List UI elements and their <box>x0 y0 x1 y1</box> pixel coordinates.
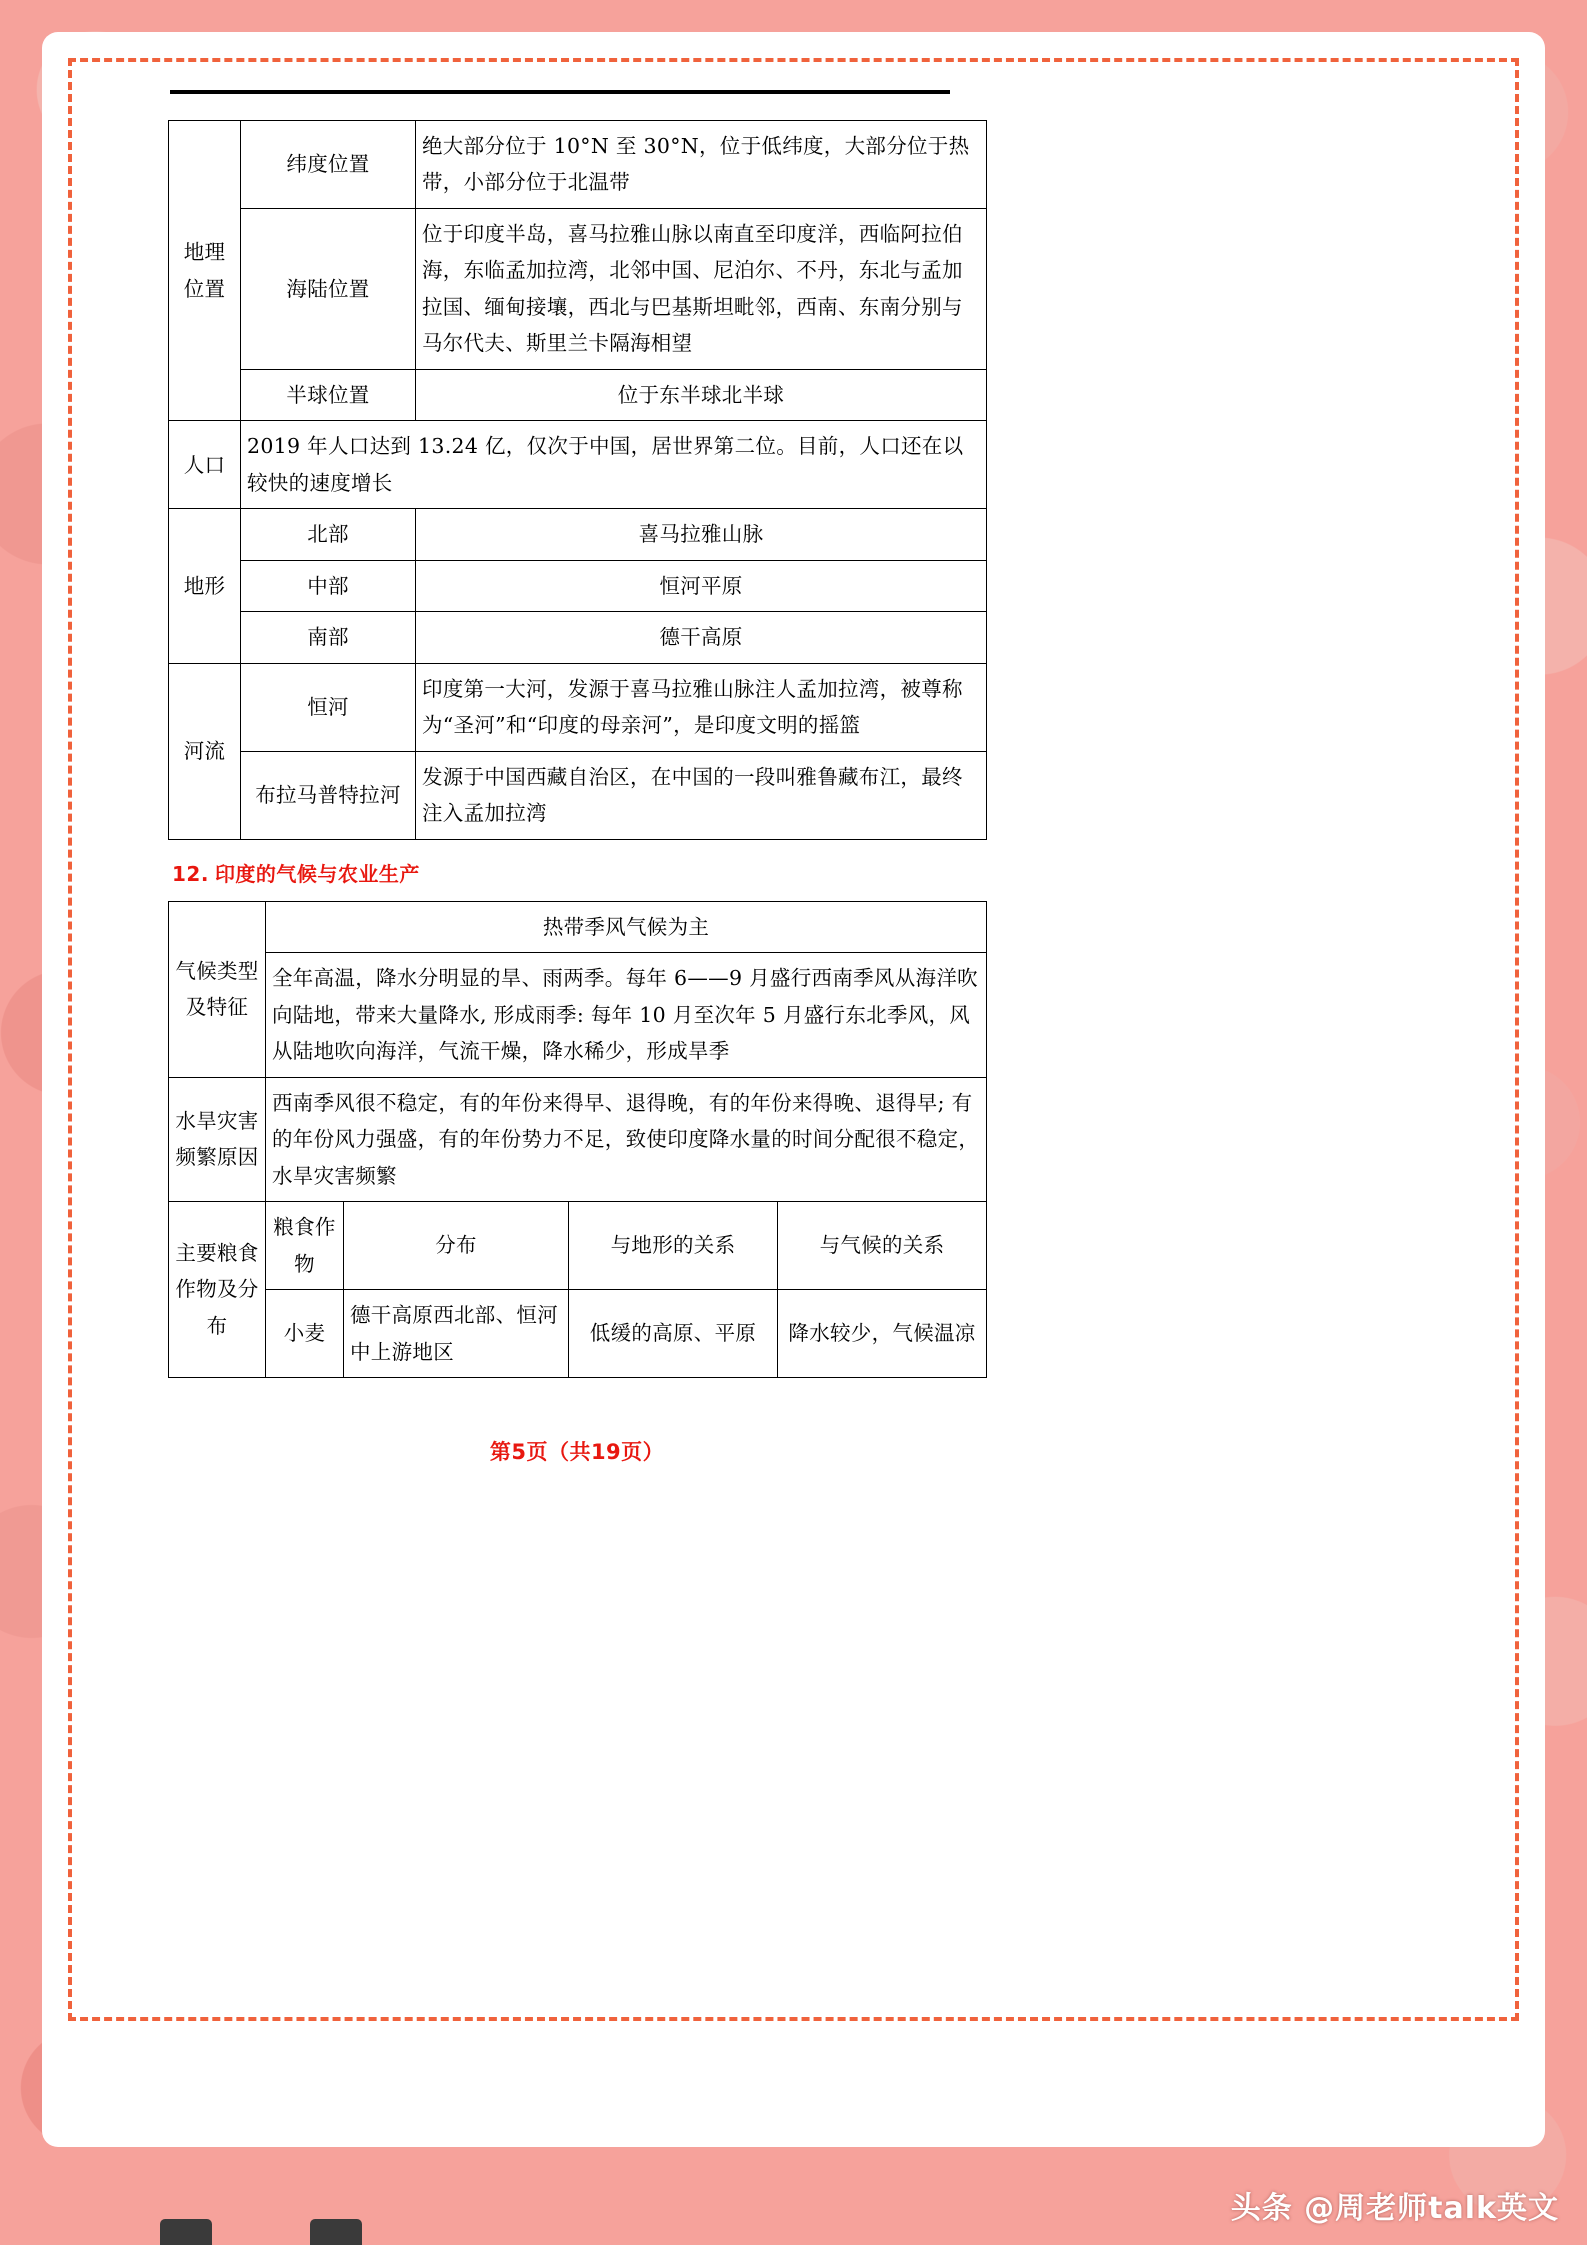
cell-climate-description: 全年高温，降水分明显的旱、雨两季。每年 6——9 月盛行西南季风从海洋吹向陆地，带来大量降水, 形成雨季: 每年 10 月至次年 5 月盛行东北季风，风从陆地吹向海洋，气流干燥，降水稀少，形成旱季 <box>266 953 987 1077</box>
section-heading-12 <box>172 858 1418 887</box>
cell-climate-header: 热带季风气候为主 <box>266 901 987 952</box>
sub-label-hemisphere-position: 半球位置 <box>241 369 416 420</box>
table-row <box>169 509 987 560</box>
sub-label-terrain-south: 南部 <box>241 612 416 663</box>
table-row <box>169 751 987 839</box>
row-label-flood-drought-cause: 水旱灾害频繁原因 <box>169 1077 266 1201</box>
table-row <box>169 421 987 509</box>
document-content <box>168 90 1418 1466</box>
column-header-crop: 粮食作物 <box>266 1202 344 1290</box>
watermark-text: 头条 @周老师talk英文 <box>1230 2191 1559 2226</box>
sub-label-terrain-north: 北部 <box>241 509 416 560</box>
sub-label-river-brahmaputra: 布拉马普特拉河 <box>241 751 416 839</box>
sub-label-river-ganges: 恒河 <box>241 663 416 751</box>
column-header-climate-relation: 与气候的关系 <box>778 1202 987 1290</box>
column-header-distribution: 分布 <box>344 1202 569 1290</box>
cell-crop-name: 小麦 <box>266 1290 344 1378</box>
row-label-climate-type: 气候类型及特征 <box>169 901 266 1077</box>
column-header-terrain-relation: 与地形的关系 <box>569 1202 778 1290</box>
bottom-tab-right <box>310 2219 362 2245</box>
cell-crop-climate-relation: 降水较少，气候温凉 <box>778 1290 987 1378</box>
table-row <box>169 663 987 751</box>
climate-agriculture-table <box>168 901 987 1378</box>
row-label-terrain: 地形 <box>169 509 241 663</box>
table-row <box>169 612 987 663</box>
cell-flood-drought-description: 西南季风很不稳定，有的年份来得早、退得晚，有的年份来得晚、退得早; 有的年份风力强盛，有的年份势力不足，致使印度降水量的时间分配很不稳定，水旱灾害频繁 <box>266 1077 987 1201</box>
cell-terrain-south-text: 德干高原 <box>416 612 987 663</box>
table-row <box>169 1077 987 1201</box>
section-number: 12. <box>172 861 209 886</box>
cell-hemisphere-position-text: 位于东半球北半球 <box>416 369 987 420</box>
row-label-main-crops: 主要粮食作物及分布 <box>169 1202 266 1378</box>
cell-population-text: 2019 年人口达到 13.24 亿，仅次于中国，居世界第二位。目前，人口还在以较快的速度增长 <box>241 421 987 509</box>
table-row <box>169 121 987 209</box>
cell-latitude-position-text: 绝大部分位于 10°N 至 30°N，位于低纬度，大部分位于热带，小部分位于北温带 <box>416 121 987 209</box>
row-label-rivers: 河流 <box>169 663 241 839</box>
sub-label-latitude-position: 纬度位置 <box>241 121 416 209</box>
row-label-geographic-position: 地理位置 <box>169 121 241 421</box>
table-row <box>169 953 987 1077</box>
table-row <box>169 1290 987 1378</box>
cell-crop-distribution: 德干高原西北部、恒河中上游地区 <box>344 1290 569 1378</box>
cell-terrain-central-text: 恒河平原 <box>416 560 987 611</box>
table-row <box>169 208 987 369</box>
cell-crop-terrain-relation: 低缓的高原、平原 <box>569 1290 778 1378</box>
section-title: 印度的气候与农业生产 <box>214 861 420 886</box>
cell-river-ganges-text: 印度第一大河，发源于喜马拉雅山脉注人孟加拉湾，被尊称为“圣河”和“印度的母亲河”，是印度文明的摇篮 <box>416 663 987 751</box>
cell-terrain-north-text: 喜马拉雅山脉 <box>416 509 987 560</box>
bottom-tab-left <box>160 2219 212 2245</box>
cell-river-brahmaputra-text: 发源于中国西藏自治区，在中国的一段叫雅鲁藏布江，最终注入孟加拉湾 <box>416 751 987 839</box>
table-row <box>169 1202 987 1290</box>
geography-table <box>168 120 987 840</box>
row-label-population: 人口 <box>169 421 241 509</box>
table-row <box>169 560 987 611</box>
table-row <box>169 369 987 420</box>
page-number-footer: 第5页（共19页） <box>489 1440 665 1465</box>
table-row <box>169 901 987 952</box>
top-horizontal-rule <box>170 90 950 94</box>
cell-land-sea-position-text: 位于印度半岛，喜马拉雅山脉以南直至印度洋，西临阿拉伯海，东临孟加拉湾，北邻中国、尼泊尔、不丹，东北与孟加拉国、缅甸接壤，西北与巴基斯坦毗邻，西南、东南分别与马尔代夫、斯里兰卡隔海相望 <box>416 208 987 369</box>
sub-label-land-sea-position: 海陆位置 <box>241 208 416 369</box>
sub-label-terrain-central: 中部 <box>241 560 416 611</box>
